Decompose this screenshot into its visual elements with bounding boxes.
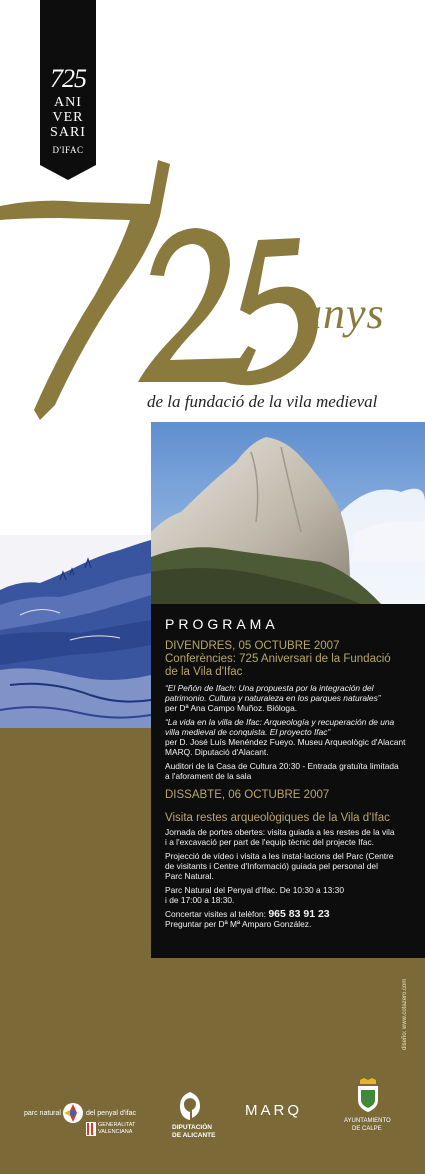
sponsor-logos (0, 1072, 425, 1172)
subtitle: de la fundació de la vila medieval (147, 392, 378, 411)
penyal-text: del penyal d'ifac (86, 1110, 136, 1117)
talk2-line-1: “La vida en la villa de Ifac: Arqueología y recuperación de una (165, 717, 395, 727)
talk1-line-1: “El Peñón de Ifach: Una propuesta por la integración del (165, 683, 374, 693)
day2-p2-line-3: Parc Natural. (165, 871, 214, 881)
program-box (151, 604, 425, 958)
gv-text-2: VALENCIANA (98, 1129, 133, 1135)
ayuntamiento-text-1: AYUNTAMIENTO (344, 1118, 391, 1124)
design-credit (402, 970, 412, 1050)
day2-heading: Visita restes arqueològiques de la Vila d'Ifac (165, 812, 390, 824)
talk1-author: per Dª Ana Campo Muñoz. Bióloga. (165, 703, 298, 713)
parc-natural-icon (62, 1102, 84, 1124)
generalitat-icon (86, 1122, 96, 1136)
venue-line-2: a l'aforament de la sala (165, 771, 252, 781)
talk2-author-2: MARQ. Diputació d'Alacant. (165, 747, 269, 757)
anys-word: anys (300, 289, 385, 338)
talk2-line-2: villa medieval de conquista. El proyecto Ifac” (165, 727, 331, 737)
parc-natural-logo (20, 1088, 140, 1138)
diputacion-icon (178, 1092, 202, 1120)
day2-p3-line-2: i de 17:00 a 18:30. (165, 895, 235, 905)
ayuntamiento-logo (340, 1078, 410, 1158)
contact-person: Preguntar per Dª Mª Amparo González. (165, 919, 312, 929)
diputacion-text-2: DE ALICANTE (172, 1132, 216, 1139)
ribbon-line-1: ANI (54, 95, 82, 110)
ribbon-line-2: VER (52, 110, 84, 125)
day2-p2-line-1: Projecció de vídeo i visita a les instal·lacions del Parc (Centre (165, 851, 394, 861)
ayuntamiento-text-2: DE CALPE (352, 1126, 382, 1132)
day1-heading-1: Conferències: 725 Aniversari de la Fundació (165, 653, 391, 665)
day2-p1-line-1: Jornada de portes obertes: visita guiada a les restes de la vila (165, 827, 395, 837)
calpe-shield-icon (356, 1078, 380, 1112)
gv-text-1: GENERALITAT (98, 1122, 136, 1128)
diputacion-text-1: DIPUTACIÓN (172, 1124, 212, 1131)
penyal-ifac-photo (151, 422, 425, 604)
marq-text: MARQ (245, 1102, 302, 1119)
venue-line-1: Auditori de la Casa de Cultura 20:30 - Entrada gratuïta limitada (165, 761, 399, 771)
day2-p1-line-2: i a l'excavació per part de l'equip tècnic del projecte Ifac. (165, 837, 374, 847)
phone-number[interactable]: 965 83 91 23 (268, 908, 330, 920)
ribbon-line-4: D'IFAC (52, 145, 84, 155)
ribbon-line-3: SARI (50, 125, 86, 140)
day1-heading-2: de la Vila d'Ifac (165, 666, 243, 678)
day2-p2-line-2: de visitants i Centre d'Informació) guiada pel personal del (165, 861, 378, 871)
marq-logo (245, 1102, 315, 1122)
program-title: PROGRAMA (165, 616, 279, 632)
phone-line (165, 909, 413, 919)
phone-label: Concertar visites al telèfon: (165, 909, 269, 919)
day2-date: DISSABTE, 06 OCTUBRE 2007 (165, 789, 330, 801)
talk2-author-1: per D. José Luís Menéndez Fueyo. Museu Arqueològic d'Alacant (165, 737, 406, 747)
diputacion-logo (160, 1086, 220, 1156)
day1-date: DIVENDRES, 05 OCTUBRE 2007 (165, 640, 340, 652)
ribbon-number: 725 (50, 64, 86, 93)
talk1-line-2: patrimonio. Cultura y naturaleza en los parques naturales” (165, 693, 381, 703)
engraving-image (0, 535, 151, 728)
parc-natural-text: parc natural (24, 1110, 61, 1117)
day2-p3-line-1: Parc Natural del Penyal d'Ifac. De 10:30 a 13:30 (165, 885, 344, 895)
design-credit-text[interactable]: diseño: www.cotazero.com (402, 978, 408, 1050)
